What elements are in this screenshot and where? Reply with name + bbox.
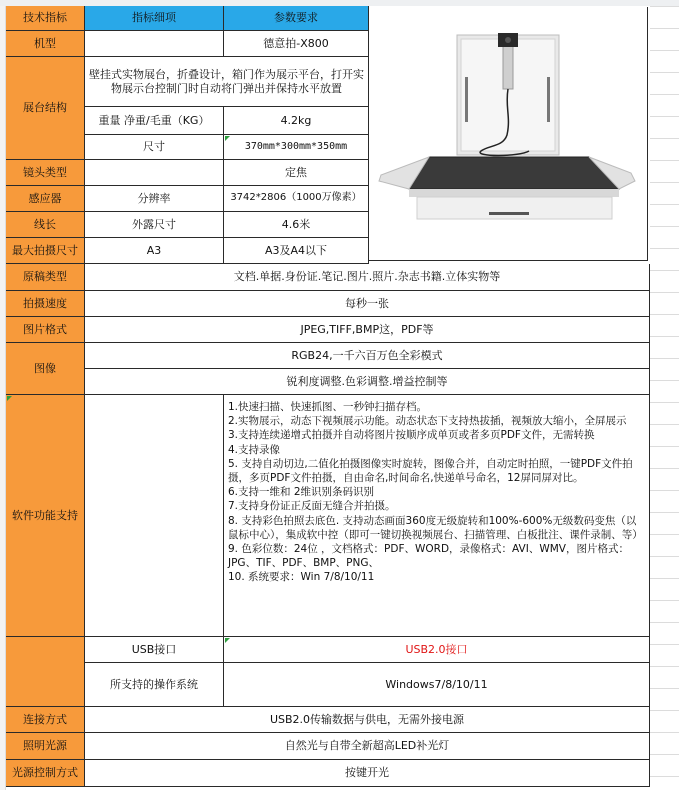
label-format: 图片格式 [6, 317, 85, 343]
label-connection: 连接方式 [6, 707, 85, 733]
label-sensor: 感应器 [6, 186, 85, 212]
sensor-value: 3742*2806（1000万像素） [224, 186, 369, 212]
header-col1: 技术指标 [6, 6, 85, 31]
lens-sub-empty [85, 160, 224, 186]
label-cable: 线长 [6, 212, 85, 238]
label-light-control: 光源控制方式 [6, 760, 85, 787]
size-value: 370mm*300mm*350mm [224, 135, 369, 160]
empty-grid [650, 6, 679, 790]
label-interface-empty [6, 637, 85, 707]
lens-value: 定焦 [224, 160, 369, 186]
label-model: 机型 [6, 31, 85, 57]
weight-value: 4.2kg [224, 107, 369, 135]
label-image: 图像 [6, 343, 85, 395]
comment-marker [225, 136, 230, 141]
comment-marker [7, 396, 12, 401]
model-sub-empty [85, 31, 224, 57]
os-sub: 所支持的操作系统 [85, 663, 224, 707]
connection-value: USB2.0传输数据与供电，无需外接电源 [85, 707, 650, 733]
label-structure: 展台结构 [6, 57, 85, 160]
usb-value: USB2.0接口 [224, 637, 650, 663]
software-features: 1.快速扫描、快速抓图、一秒钟扫描存档。 2.实物展示，动态下视频展示功能。动态状态下支持热拔插，视频放大缩小，全屏展示 3.支持连续递增式拍摄并自动将图片按顺序成单页或者多页PDF文件，无需转换 4.支持录像 5. 支持自动切边,二值化拍摄图像实时旋转，图像合并，自动定时拍照，一键PDF文件拍摄，多页PDF文件拍摄，自由命名,时间命名,快递单号命名，12屏同屏对比。 6.支持一维和 2维识别条码识别 7.支持身份证正反面无缝合并拍摄。 8. 支持彩色拍照去底色. 支持动态画面360度无级旋转和100%-600%无级数码变焦（以鼠标中心），集成软中控（即可一键切换视频展台、扫描管理、白板批注、课件录制、等） 9. 色彩位数：24位 ，文档格式：PDF、WORD，录像格式：AVI、WMV，图片格式：JPG、TIF、PDF、BMP、PNG、 10. 系统要求：Win 7/8/10/11 [224, 395, 650, 637]
image-value-1: RGB24,一千六百万色全彩模式 [85, 343, 650, 369]
weight-label: 重量 净重/毛重（KG） [85, 107, 224, 135]
os-value: Windows7/8/10/11 [224, 663, 650, 707]
size-label: 尺寸 [85, 135, 224, 160]
usb-sub: USB接口 [85, 637, 224, 663]
speed-value: 每秒一张 [85, 291, 650, 317]
light-control-value: 按键开光 [85, 760, 650, 787]
document-camera-illustration [369, 7, 648, 261]
header-col3: 参数要求 [224, 6, 369, 31]
doc-type-value: 文档.单据.身份证.笔记.图片.照片.杂志书籍.立体实物等 [85, 264, 650, 291]
label-speed: 拍摄速度 [6, 291, 85, 317]
product-photo [369, 7, 648, 261]
label-max-size: 最大拍摄尺寸 [6, 238, 85, 264]
comment-marker [225, 638, 230, 643]
header-col2: 指标细项 [85, 6, 224, 31]
cable-value: 4.6米 [224, 212, 369, 238]
label-lens: 镜头类型 [6, 160, 85, 186]
image-value-2: 锐利度调整.色彩调整.增益控制等 [85, 369, 650, 395]
label-doc-type: 原稿类型 [6, 264, 85, 291]
lighting-value: 自然光与自带全新超高LED补光灯 [85, 733, 650, 760]
cable-sub: 外露尺寸 [85, 212, 224, 238]
format-value: JPEG,TIFF,BMP这，PDF等 [85, 317, 650, 343]
max-size-value: A3及A4以下 [224, 238, 369, 264]
label-lighting: 照明光源 [6, 733, 85, 760]
software-sub-empty [85, 395, 224, 637]
model-value: 德意拍-X800 [224, 31, 369, 57]
structure-description: 壁挂式实物展台，折叠设计，箱门作为展示平台，打开实物展示台控制门时自动将门弹出并保持水平放置 [85, 57, 369, 107]
max-size-sub: A3 [85, 238, 224, 264]
label-software: 软件功能支持 [6, 395, 85, 637]
sensor-sub: 分辨率 [85, 186, 224, 212]
